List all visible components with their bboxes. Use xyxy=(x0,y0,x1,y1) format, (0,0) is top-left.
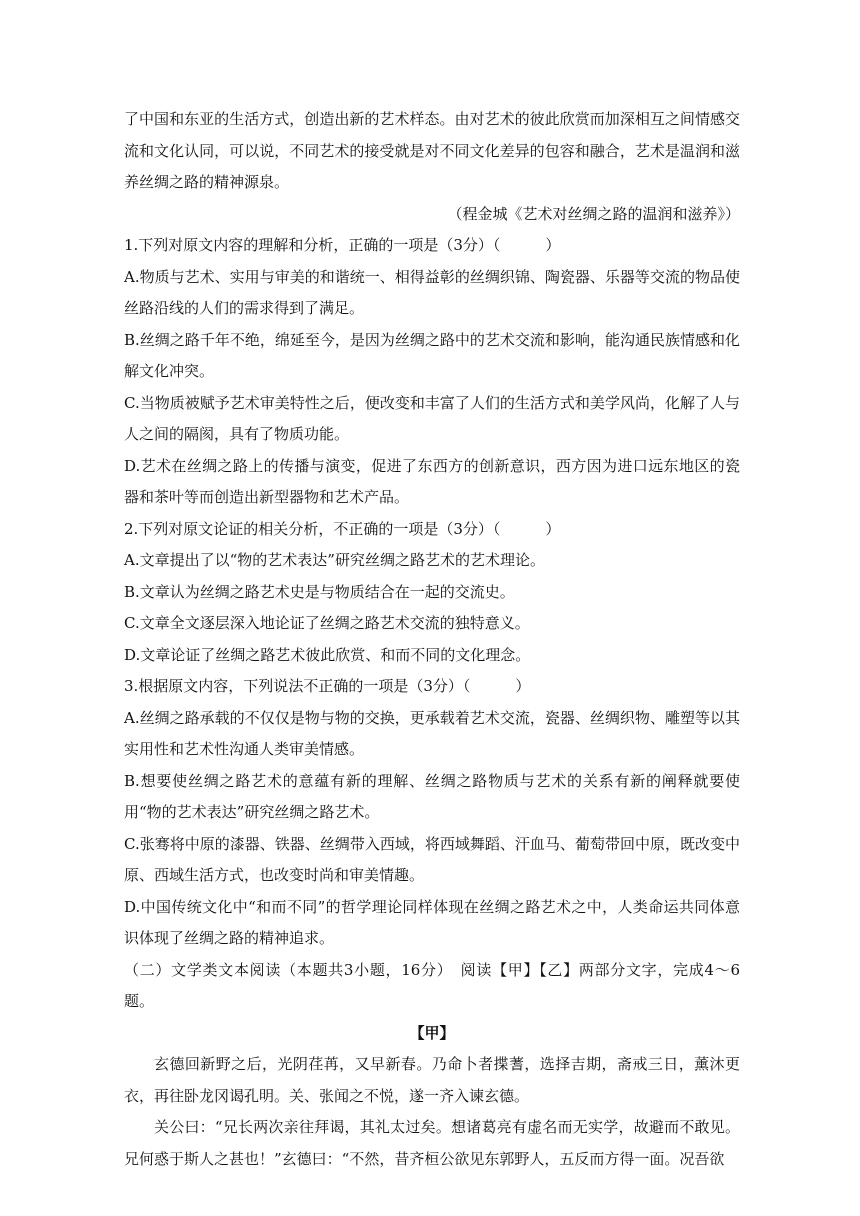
question-1-option-b: B.丝绸之路千年不绝，绵延至今，是因为丝绸之路中的艺术交流和影响，能沟通民族情感和化解文化冲突。 xyxy=(124,330,740,380)
question-2-stem: 2.下列对原文论证的相关分析，不正确的一项是（3分）（ ） xyxy=(124,519,561,538)
question-2-option-c: C.文章全文逐层深入地论证了丝绸之路艺术交流的独特意义。 xyxy=(124,614,530,632)
question-3-option-c: C.张骞将中原的漆器、铁器、丝绸带入西域，将西域舞蹈、汗血马、葡萄带回中原，既改变中原、西域生活方式，也改变时尚和审美情趣。 xyxy=(124,834,740,884)
question-3-option-b: B.想要使丝绸之路艺术的意蕴有新的理解、丝绸之路物质与艺术的关系有新的阐释就要使用“物的艺术表达”研究丝绸之路艺术。 xyxy=(124,771,740,821)
intro-paragraph: 了中国和东亚的生活方式，创造出新的艺术样态。由对艺术的彼此欣赏而加深相互之间情感交流和文化认同，可以说，不同艺术的接受就是对不同文化差异的包容和融合，艺术是温润和滋养丝绸之路的精神源泉。 xyxy=(124,110,740,191)
source-citation: （程金城《艺术对丝绸之路的温润和滋养》） xyxy=(447,204,740,223)
question-3-stem: 3.根据原文内容，下列说法不正确的一项是（3分）（ ） xyxy=(124,677,531,695)
question-3-option-a: A.丝绸之路承载的不仅仅是物与物的交换，更承载着艺术交流，瓷器、丝绸织物、雕塑等以其实用性和艺术性沟通人类审美情感。 xyxy=(124,708,740,758)
question-2-option-a: A.文章提出了以“物的艺术表达”研究丝绸之路艺术的艺术理论。 xyxy=(124,551,545,569)
question-2-option-b: B.文章认为丝绸之路艺术史是与物质结合在一起的交流史。 xyxy=(124,582,515,601)
question-1-option-c: C.当物质被赋予艺术审美特性之后，便改变和丰富了人们的生活方式和美学风尚，化解了人与人之间的隔阂，具有了物质功能。 xyxy=(124,393,740,443)
question-1-stem: 1.下列对原文内容的理解和分析，正确的一项是（3分）（ ） xyxy=(124,236,561,254)
section-2-heading: （二）文学类文本阅读（本题共3小题，16分） 阅读【甲】【乙】两部分文字，完成4～6题。 xyxy=(124,960,740,1010)
passage-jia-paragraph: 玄德回新野之后，光阴荏苒，又早新春。乃命卜者揲蓍，选择吉期，斋戒三日，薰沐更衣，再往卧龙冈谒孔明。关、张闻之不悦，遂一齐入谏玄德。 xyxy=(124,1055,740,1105)
question-3-option-d: D.中国传统文化中“和而不同”的哲学理论同样体现在丝绸之路艺术之中，人类命运共同体意识体现了丝绸之路的精神追求。 xyxy=(124,897,740,947)
document-page xyxy=(124,104,740,1175)
passage-jia-paragraph: 关公曰：“兄长两次亲往拜谒，其礼太过矣。想诸葛亮有虚名而无实学，故避而不敢见。兄何惑于斯人之甚也！”玄德曰：“不然，昔齐桓公欲见东郭野人，五反而方得一面。况吾欲 xyxy=(124,1118,740,1168)
question-1-option-a: A.物质与艺术、实用与审美的和谐统一、相得益彰的丝绸织锦、陶瓷器、乐器等交流的物品使丝路沿线的人们的需求得到了满足。 xyxy=(124,267,740,317)
passage-jia-title: 【甲】 xyxy=(409,1023,455,1042)
question-2-option-d: D.文章论证了丝绸之路艺术彼此欣赏、和而不同的文化理念。 xyxy=(124,645,531,664)
question-1-option-d: D.艺术在丝绸之路上的传播与演变，促进了东西方的创新意识，西方因为进口远东地区的瓷器和茶叶等而创造出新型器物和艺术产品。 xyxy=(124,456,740,506)
